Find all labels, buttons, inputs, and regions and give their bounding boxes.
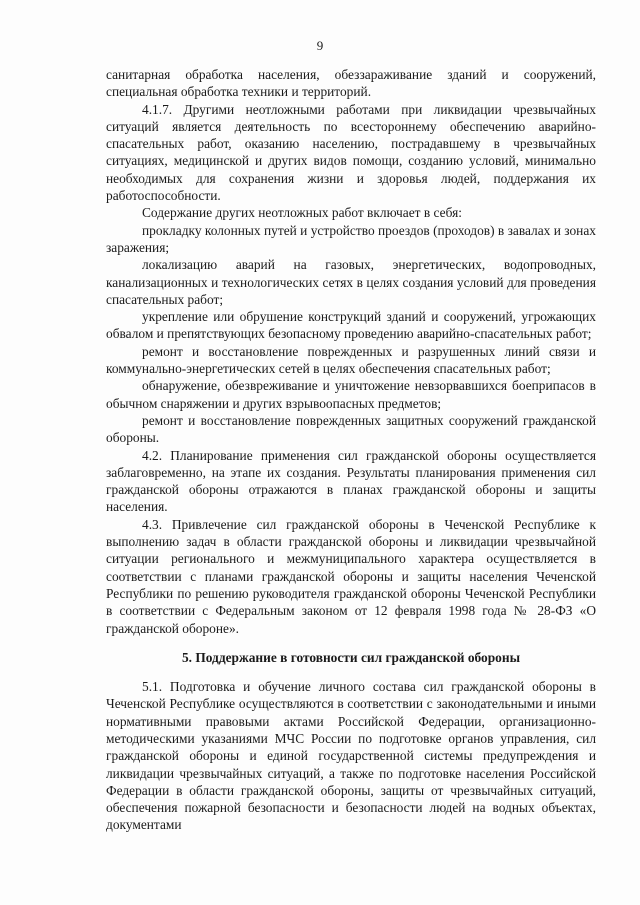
paragraph: ремонт и восстановление поврежденных и разрушенных линий связи и коммунально-энергетических сетей в целях обеспечения спасательных работ; xyxy=(106,343,596,377)
paragraph: 5.1. Подготовка и обучение личного состава сил гражданской обороны в Чеченской Республике осуществляются в соответствии с законодательными и иными нормативными правовыми актами Российской Федерации, организационно-методическими указаниями МЧС России по подготовке органов управления, сил гражданской обороны и единой государственной системы предупреждения и ликвидации чрезвычайных ситуаций, а также по подготовке населения Российской Федерации в области гражданской обороны, защиты от чрезвычайных ситуаций, обеспечения пожарной безопасности и безопасности людей на водных объектах, документами xyxy=(106,679,596,833)
paragraph: 4.1.7. Другими неотложными работами при ликвидации чрезвычайных ситуаций является деятельность по всестороннему обеспечению аварийно-спасательных работ, оказанию населению, пострадавшему в чрезвычайных ситуациях, медицинской и других видов помощи, созданию условий, минимально необходимых для сохранения жизни и здоровья людей, поддержания их работоспособности. xyxy=(106,101,596,204)
paragraph: обнаружение, обезвреживание и уничтожение невзорвавшихся боеприпасов в обычном снаряжении и других взрывоопасных предметов; xyxy=(106,378,596,411)
document-body xyxy=(106,66,596,834)
paragraph: 4.2. Планирование применения сил гражданской обороны осуществляется заблаговременно, на этапе их создания. Результаты планирования применения сил гражданской обороны отражаются в планах гражданской обороны и защиты населения. xyxy=(106,447,596,515)
section-heading: 5. Поддержание в готовности сил гражданской обороны xyxy=(181,649,521,665)
paragraph: санитарная обработка населения, обеззараживание зданий и сооружений, специальная обработка техники и территорий. xyxy=(106,67,596,100)
paragraph: ремонт и восстановление поврежденных защитных сооружений гражданской обороны. xyxy=(106,412,596,446)
page-number: 9 xyxy=(316,38,324,53)
paragraph: Содержание других неотложных работ включает в себя: xyxy=(142,205,462,221)
paragraph: укрепление или обрушение конструкций зданий и сооружений, угрожающих обвалом и препятствующих безопасному проведению аварийно-спасательных работ; xyxy=(106,309,596,342)
paragraph: 4.3. Привлечение сил гражданской обороны в Чеченской Республике к выполнению задач в области гражданской обороны и ликвидации чрезвычайной ситуации регионального и межмуниципального характера осуществляется в соответствии с планами гражданской обороны и защиты населения Чеченской Республики по решению руководителя гражданской обороны Чеченской Республики в соответствии с Федеральным законом от 12 февраля 1998 года № 28-ФЗ «О гражданской обороне». xyxy=(106,516,596,636)
paragraph: локализацию аварий на газовых, энергетических, водопроводных, канализационных и технологических сетях в целях создания условий для проведения спасательных работ; xyxy=(106,257,596,307)
paragraph: прокладку колонных путей и устройство проездов (проходов) в завалах и зонах заражения; xyxy=(106,222,596,255)
